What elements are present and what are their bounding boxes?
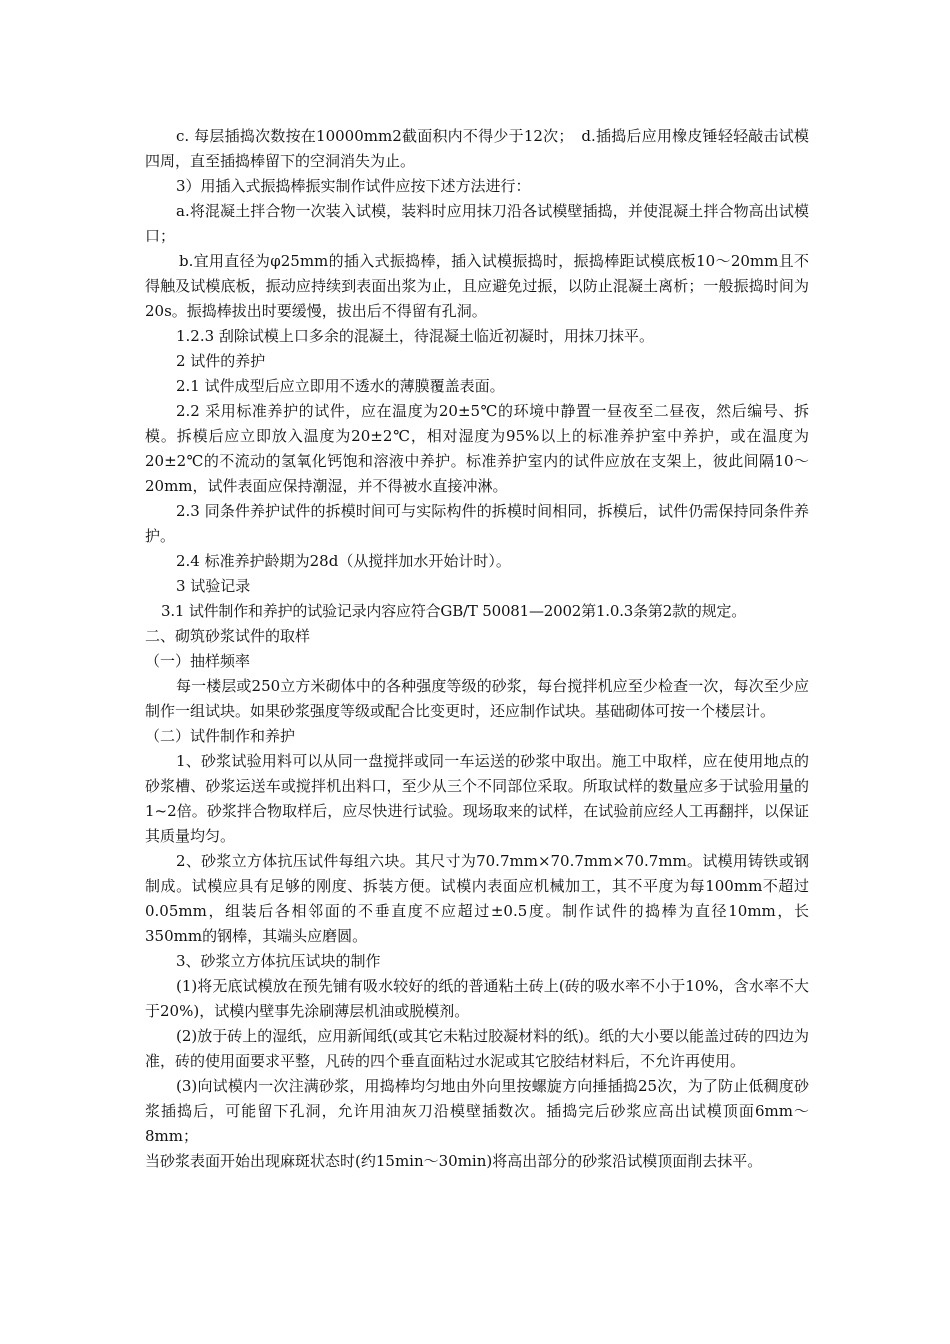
paragraph-2-4: 2.4 标准养护龄期为28d（从搅拌加水开始计时）。 (176, 552, 511, 570)
paragraph-mortar-material: 1、砂浆试验用料可以从同一盘搅拌或同一车运送的砂浆中取出。施工中取样，应在使用地点的砂浆槽、砂浆运送车或搅拌机出料口，至少从三个不同部位采取。所取试样的数量应多于试验用量的1~2倍。砂浆拌合物取样后，应尽快进行试验。现场取来的试样，在试验前应经人工再翻拌，以保证其质量均匀。 (145, 752, 809, 845)
heading-mortar-sampling: 二、砌筑砂浆试件的取样 (145, 627, 311, 645)
paragraph-vibrator-method: 3）用插入式振捣棒振实制作试件应按下述方法进行： (176, 177, 531, 195)
document-page (145, 124, 809, 1174)
paragraph-final: 当砂浆表面开始出现麻斑状态时(约15min～30min)将高出部分的砂浆沿试模顶面削去抹平。 (145, 1152, 763, 1170)
paragraph-step-b: b.宜用直径为φ25mm的插入式振捣棒，插入试模振捣时，振捣棒距试模底板10～20mm且不得触及试模底板，振动应持续到表面出浆为止，且应避免过振，以防止混凝土离析；一般振捣时间为20s。振捣棒拔出时要缓慢，拔出后不得留有孔洞。 (145, 252, 809, 320)
paragraph-sampling-frequency: 每一楼层或250立方米砌体中的各种强度等级的砂浆，每台搅拌机应至少检查一次，每次至少应制作一组试块。如果砂浆强度等级或配合比变更时，还应制作试块。基础砌体可按一个楼层计。 (145, 677, 809, 720)
paragraph-step-a: a.将混凝土拌合物一次装入试模，装料时应用抹刀沿各试模壁插捣，并使混凝土拌合物高出试模口； (145, 202, 809, 245)
paragraph-2-2: 2.2 采用标准养护的试件，应在温度为20±5℃的环境中静置一昼夜至二昼夜，然后编号、拆模。拆模后应立即放入温度为20±2℃，相对湿度为95%以上的标准养护室中养护，或在温度为20±2℃的不流动的氢氧化钙饱和溶液中养护。标准养护室内的试件应放在支架上，彼此间隔10～20mm，试件表面应保持潮湿，并不得被水直接冲淋。 (145, 402, 809, 495)
heading-specimen-curing: （二）试件制作和养护 (145, 727, 296, 745)
heading-test-record: 3 试验记录 (176, 577, 251, 595)
paragraph-2-1: 2.1 试件成型后应立即用不透水的薄膜覆盖表面。 (176, 377, 505, 395)
paragraph-2-3: 2.3 同条件养护试件的拆模时间可与实际构件的拆模时间相同，拆模后，试件仍需保持同条件养护。 (145, 502, 809, 545)
heading-curing: 2 试件的养护 (176, 352, 266, 370)
paragraph-item-1: (1)将无底试模放在预先铺有吸水较好的纸的普通粘土砖上(砖的吸水率不小于10%，含水率不大于20%)，试模内壁事先涂刷薄层机油或脱模剂。 (145, 977, 809, 1020)
paragraph-item-3: (3)向试模内一次注满砂浆，用捣棒均匀地由外向里按螺旋方向捶插捣25次，为了防止低稠度砂浆插捣后，可能留下孔洞，允许用油灰刀沿模壁插数次。插捣完后砂浆应高出试模顶面6mm～8mm； (145, 1077, 809, 1145)
heading-sampling-frequency: （一）抽样频率 (145, 652, 251, 670)
paragraph-1-2-3: 1.2.3 刮除试模上口多余的混凝土，待混凝土临近初凝时，用抹刀抹平。 (176, 327, 654, 345)
heading-cube-making: 3、砂浆立方体抗压试块的制作 (176, 952, 381, 970)
paragraph-tamping-count: c. 每层插捣次数按在10000mm2截面积内不得少于12次； d.插捣后应用橡皮锤轻轻敲击试模四周，直至插捣棒留下的空洞消失为止。 (145, 127, 809, 170)
paragraph-mortar-specimens: 2、砂浆立方体抗压试件每组六块。其尺寸为70.7mm×70.7mm×70.7mm。试模用铸铁或钢制成。试模应具有足够的刚度、拆装方便。试模内表面应机械加工，其不平度为每100mm不超过0.05mm，组装后各相邻面的不垂直度不应超过±0.5度。制作试件的捣棒为直径10mm，长350mm的钢棒，其端头应磨圆。 (145, 852, 809, 945)
paragraph-3-1: 3.1 试件制作和养护的试验记录内容应符合GB/T 50081—2002第1.0.3条第2款的规定。 (161, 602, 747, 620)
paragraph-item-2: (2)放于砖上的湿纸，应用新闻纸(或其它未粘过胶凝材料的纸)。纸的大小要以能盖过砖的四边为准，砖的使用面要求平整，凡砖的四个垂直面粘过水泥或其它胶结材料后，不允许再使用。 (145, 1027, 809, 1070)
